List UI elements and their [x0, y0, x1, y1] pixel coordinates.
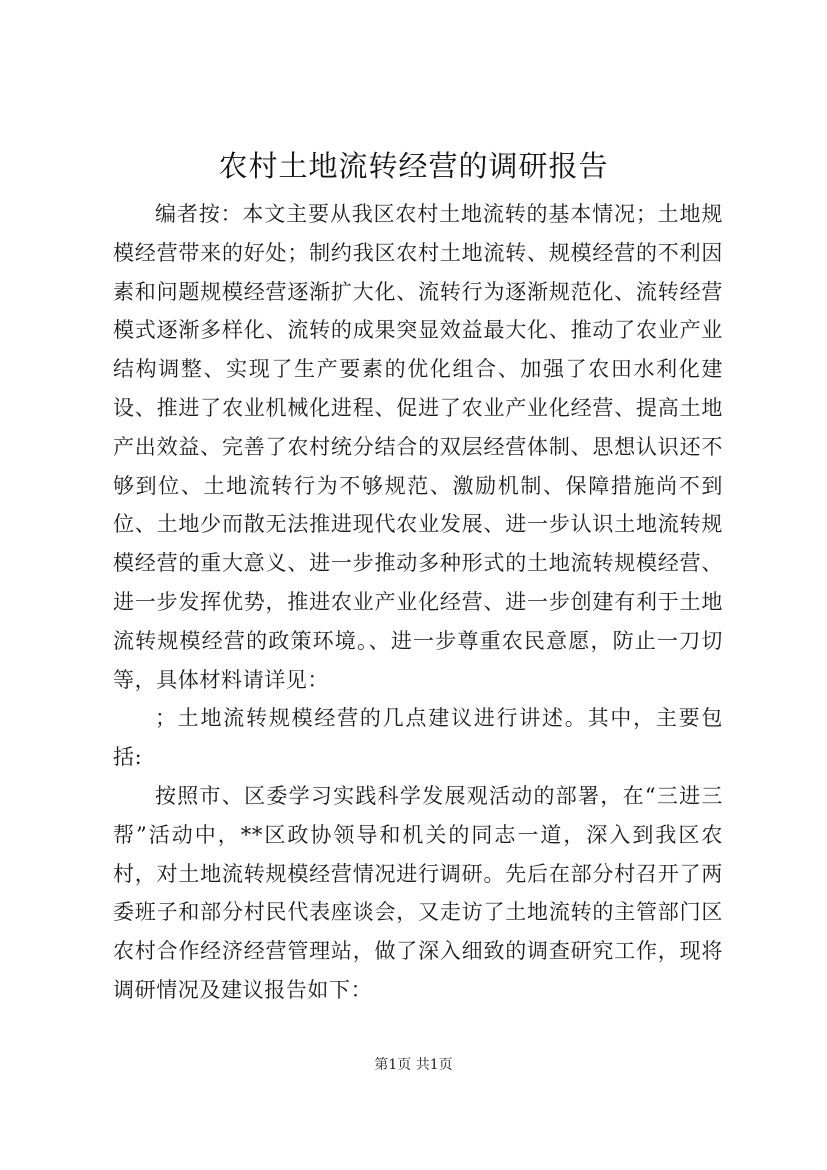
editor-note-paragraph: 编者按：本文主要从我区农村土地流转的基本情况；土地规模经营带来的好处；制约我区农村土地流转、规模经营的不利因素和问题规模经营逐渐扩大化、流转行为逐渐规范化、流转经营模式逐渐多样化、流转的成果突显效益最大化、推动了农业产业结构调整、实现了生产要素的优化组合、加强了农田水利化建设、推进了农业机械化进程、促进了农业产业化经营、提高土地产出效益、完善了农村统分结合的双层经营体制、思想认识还不够到位、土地流转行为不够规范、激励机制、保障措施尚不到位、土地少而散无法推进现代农业发展、进一步认识土地流转规模经营的重大意义、进一步推动多种形式的土地流转规模经营、进一步发挥优势，推进农业产业化经营、进一步创建有利于土地流转规模经营的政策环境。、进一步尊重农民意愿，防止一刀切等，具体材料请详见：: [113, 202, 723, 692]
page-footer: 第1页 共1页: [374, 1057, 453, 1073]
summary-paragraph: ；土地流转规模经营的几点建议进行讲述。其中，主要包括:: [113, 706, 723, 770]
intro-paragraph: 按照市、区委学习实践科学发展观活动的部署，在“三进三帮”活动中，**区政协领导和机关的同志一道，深入到我区农村，对土地流转规模经营情况进行调研。先后在部分村召开了两委班子和部分村民代表座谈会，又走访了土地流转的主管部门区农村合作经济经营管理站，做了深入细致的调查研究工作，现将调研情况及建议报告如下：: [113, 783, 723, 1002]
document-title: 农村土地流转经营的调研报告: [218, 149, 609, 183]
document-body: [113, 195, 723, 1010]
